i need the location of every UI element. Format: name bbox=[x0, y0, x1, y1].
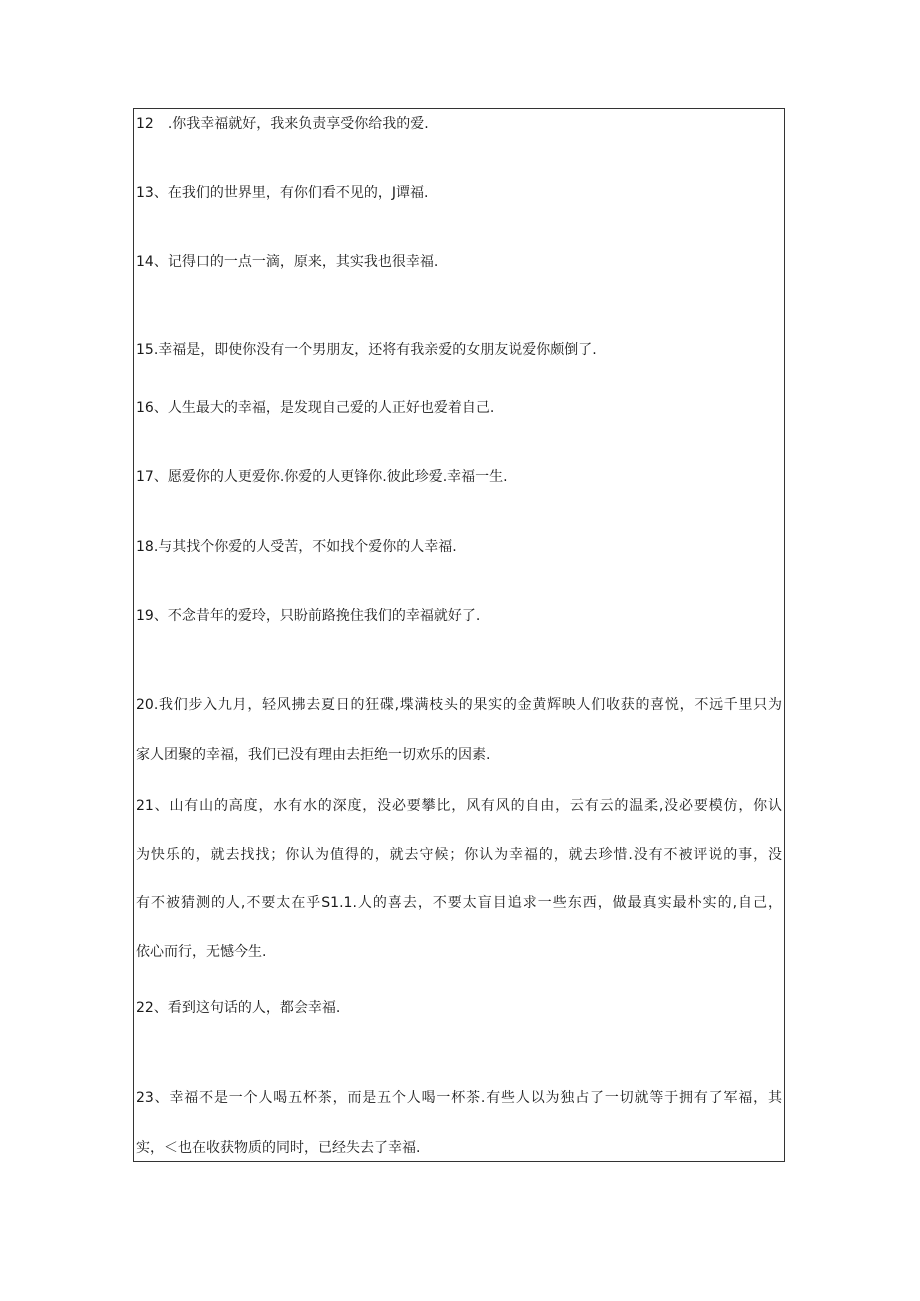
text-line-21d: 依心而行，无憾今生. bbox=[136, 944, 267, 960]
text-line-23a: 23、幸福不是一个人喝五杯茶，而是五个人喝一杯茶.有些人以为独占了一切就等于拥有了军福，其 bbox=[136, 1090, 782, 1106]
text-line-20b: 家人团聚的幸福，我们已没有理由去拒绝一切欢乐的因素. bbox=[136, 747, 491, 763]
text-line-18: 18.与其找个你爱的人受苦，不如找个爱你的人幸福. bbox=[136, 539, 457, 555]
text-line-17: 17、愿爱你的人更爱你.你爱的人更锋你.彼此珍爱.幸福一生. bbox=[136, 469, 508, 485]
text-line-21b: 为快乐的，就去找找；你认为值得的，就去守候；你认为幸福的，就去珍惜.没有不被评说的事，没 bbox=[136, 847, 782, 863]
text-line-12: 12 .你我幸福就好，我来负责享受你给我的爱. bbox=[136, 116, 429, 132]
text-line-23b: 实，＜也在收获物质的同时，已经失去了幸福. bbox=[136, 1140, 421, 1156]
text-line-15: 15.幸福是，即使你没有一个男朋友，还将有我亲爱的女朋友说爱你颇倒了. bbox=[136, 342, 597, 358]
text-line-14: 14、记得口的一点一滴，原来，其实我也很幸福. bbox=[136, 254, 439, 270]
text-line-16: 16、人生最大的幸福，是发现自己爱的人正好也爱着自己. bbox=[136, 400, 495, 416]
text-line-21a: 21、山有山的高度，水有水的深度，没必要攀比，风有风的自由，云有云的温柔,没必要模仿，你认 bbox=[136, 798, 782, 814]
text-line-19: 19、不念昔年的爱玲，只盼前路挽住我们的幸福就好了. bbox=[136, 608, 481, 624]
text-line-20a: 20.我们步入九月，轻风拂去夏日的狂碟,堞满枝头的果实的金黄辉映人们收获的喜悦，不远千里只为 bbox=[136, 697, 782, 713]
text-line-21c: 有不被猜测的人,不要太在乎S1.1.人的喜去，不要太盲目追求一些东西，做最真实最朴实的,自己， bbox=[136, 895, 782, 911]
text-line-13: 13、在我们的世界里，有你们看不见的，J谭福. bbox=[136, 185, 429, 201]
text-line-22: 22、看到这句话的人，都会幸福. bbox=[136, 1000, 341, 1016]
